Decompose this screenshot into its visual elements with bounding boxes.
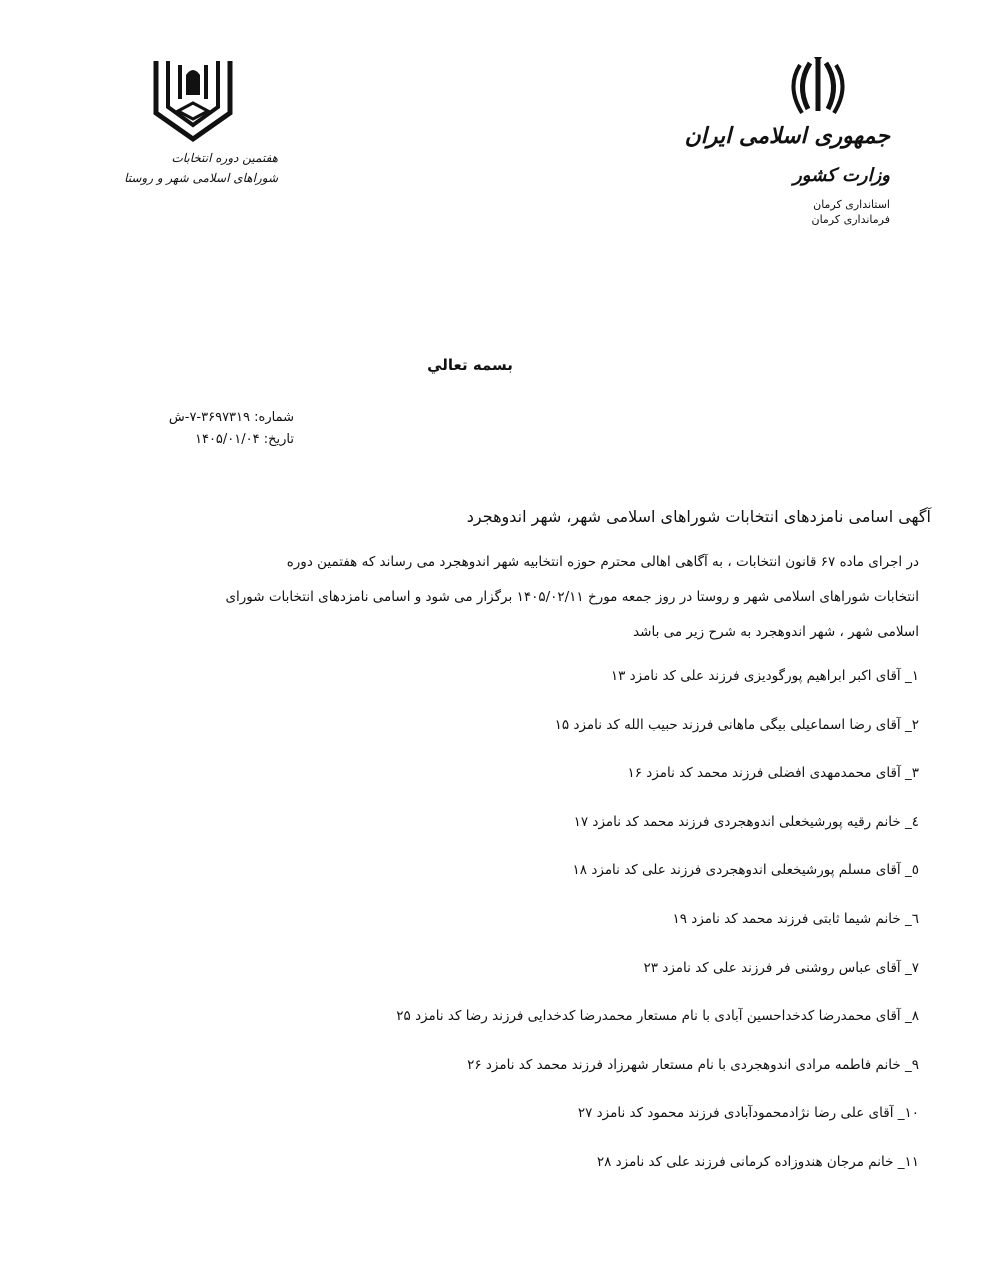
government-logo [684, 55, 890, 235]
logo-ministry-name: وزارت کشور [793, 165, 890, 186]
candidate-list [219, 668, 919, 1203]
candidate-item: ۱۱_ خانم مرجان هندوزاده کرمانی فرزند علی کد نامزد ۲۸ [596, 1153, 919, 1170]
paragraph-line: انتخابات شوراهای اسلامی شهر و روستا در روز جمعه مورخ ۱۴۰۵/۰۲/۱۱ برگزار می شود و اسامی نامزدهای انتخابات شورای [225, 589, 919, 605]
election-logo [118, 55, 278, 205]
reference-date: تاریخ: ۱۴۰۵/۰۱/۰۴ [194, 432, 294, 447]
page-heading: بسمه تعالي [427, 356, 513, 374]
logo-county-office: فرمانداری کرمان [811, 213, 890, 226]
candidate-item: ۱۰_ آقای علی رضا نژادمحمودآبادی فرزند محمود کد نامزد ۲۷ [577, 1105, 919, 1122]
logo-province-office: استانداری کرمان [813, 198, 890, 211]
candidate-item: ٦_ خانم شیما ثابتی فرزند محمد کد نامزد ۱۹ [672, 910, 919, 927]
logo-caption-line1: هفتمین دوره انتخابات [171, 151, 278, 165]
candidate-item: ۱_ آقای اکبر ابراهیم پورگودیزی فرزند علی کد نامزد ۱۳ [610, 668, 919, 684]
candidate-item: ۲_ آقای رضا اسماعیلی بیگی ماهانی فرزند حبیب الله کد نامزد ۱۵ [554, 716, 919, 733]
notice-title: آگهی اسامی نامزدهای انتخابات شوراهای اسلامی شهر، شهر اندوهجرد [466, 507, 931, 526]
ballot-box-icon [148, 55, 238, 145]
paragraph-line: در اجرای ماده ۶۷ قانون انتخابات ، به آگاهی اهالی محترم حوزه انتخابیه شهر اندوهجرد می رساند که هفتمین دوره [286, 554, 919, 570]
candidate-item: ۳_ آقای محمدمهدی افضلی فرزند محمد کد نامزد ۱۶ [627, 765, 919, 782]
candidate-item: ۷_ آقای عباس روشنی فر فرزند علی کد نامزد ۲۳ [643, 959, 919, 976]
candidate-item: ۸_ آقای محمدرضا کدخداحسین آبادی با نام مستعار محمدرضا کدخدایی فرزند رضا کد نامزد ۲۵ [396, 1008, 919, 1025]
logo-caption-line2: شوراهای اسلامی شهر و روستا [124, 171, 278, 185]
paragraph-line: اسلامی شهر ، شهر اندوهجرد به شرح زیر می باشد [633, 624, 919, 640]
candidate-item: ۹_ خانم فاطمه مرادی اندوهجردی با نام مستعار شهرزاد فرزند محمد کد نامزد ۲۶ [467, 1056, 919, 1073]
candidate-item: ٤_ خانم رقیه پورشیخعلی اندوهجردی فرزند محمد کد نامزد ۱۷ [573, 813, 919, 830]
reference-number: شماره: ۳۶۹۷۳۱۹-۷-ش [168, 410, 294, 425]
emblem-icon [788, 55, 848, 117]
logo-country-name: جمهوری اسلامی ایران [684, 123, 890, 149]
candidate-item: ٥_ آقای مسلم پورشیخعلی اندوهجردی فرزند علی کد نامزد ۱۸ [572, 862, 919, 879]
